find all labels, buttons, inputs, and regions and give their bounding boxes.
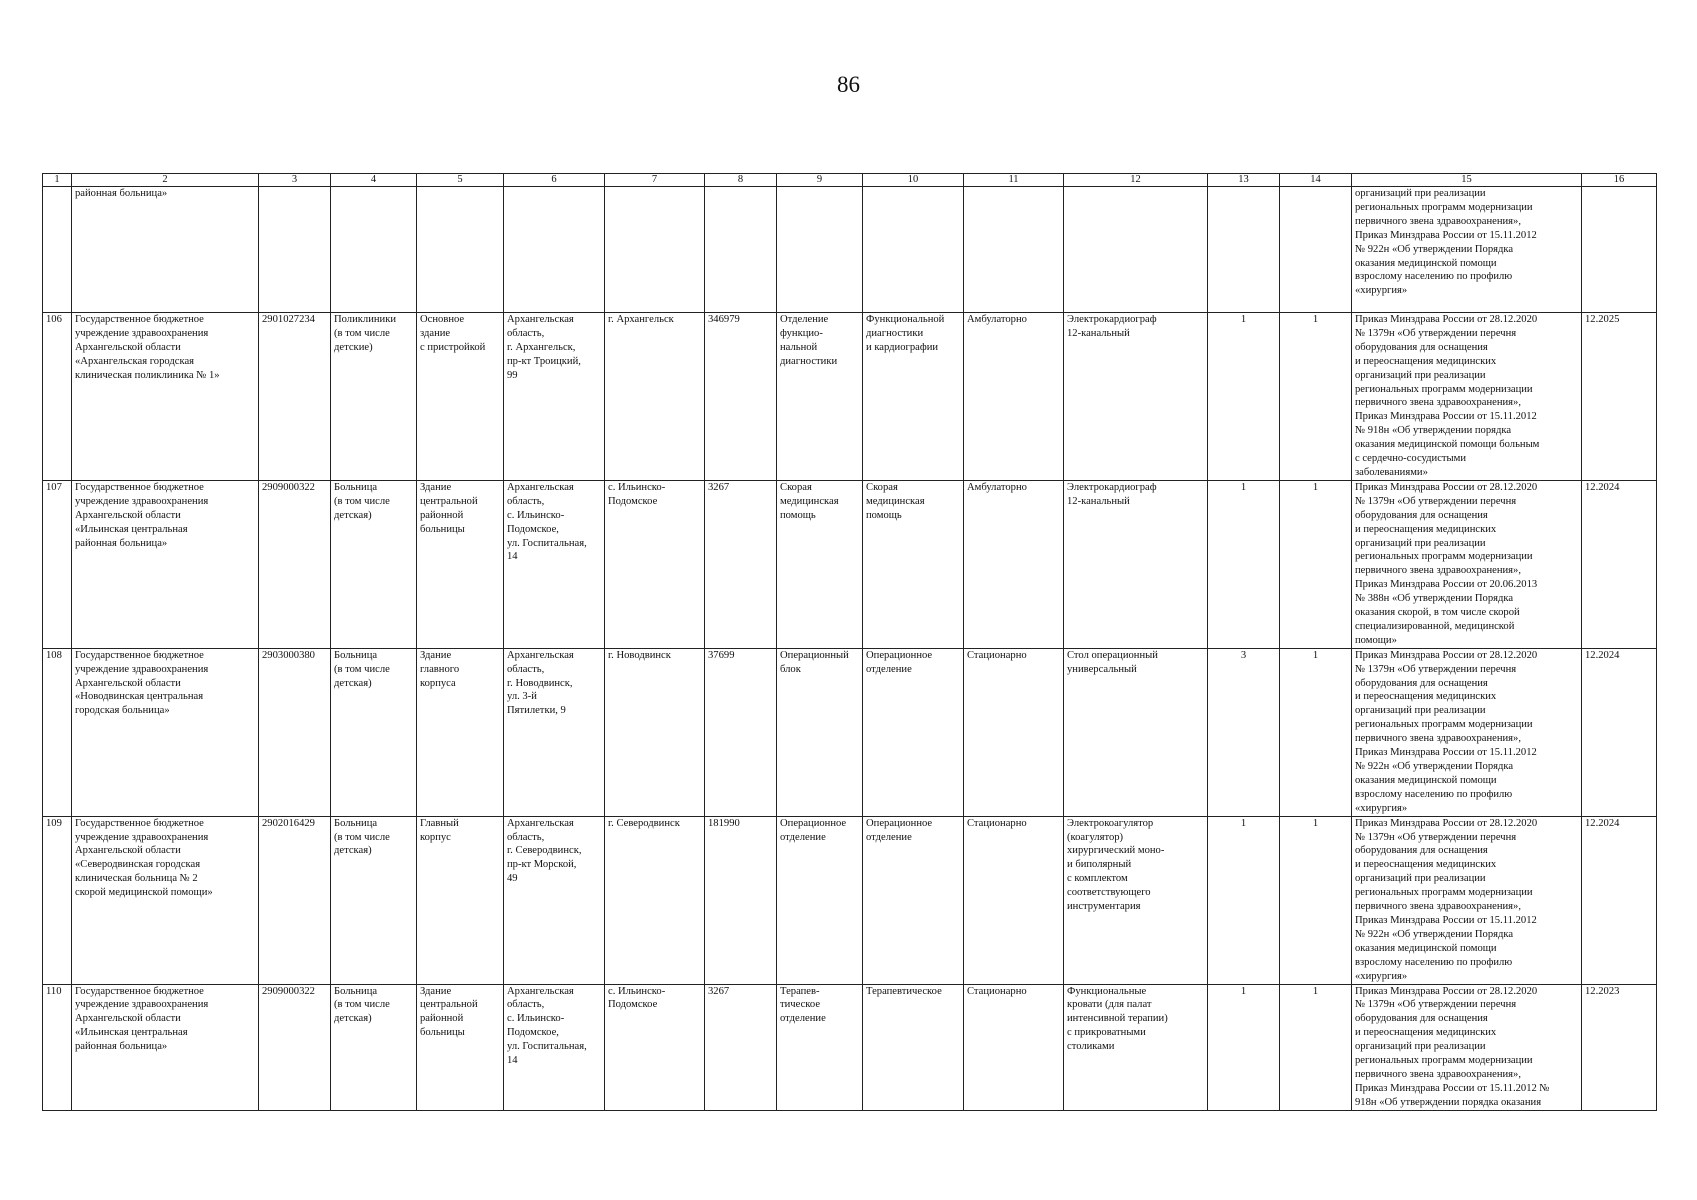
department: Терапев- тическое отделение [777, 984, 863, 1110]
settlement: с. Ильинско- Подомское [605, 984, 705, 1110]
table-row [43, 648, 1657, 816]
quantity-col14: 1 [1280, 648, 1352, 816]
institution-name: Государственное бюджетное учреждение здравоохранения Архангельской области «Архангельская городская клиническая поликлиника № 1» [72, 313, 259, 481]
legal-basis: организаций при реализации региональных программ модернизации первичного звена здравоохранения», Приказ Минздрава России от 15.11.2012 № 922н «Об утверждении Порядка оказания медицинской помощи взрослому населению по профилю «хирургия» [1352, 187, 1582, 313]
column-header: 8 [705, 174, 777, 187]
address: Архангельская область, г. Новодвинск, ул. 3-й Пятилетки, 9 [504, 648, 605, 816]
column-header: 3 [259, 174, 331, 187]
quantity-col14: 1 [1280, 313, 1352, 481]
inn: 2909000322 [259, 480, 331, 648]
building: Основное здание с пристройкой [417, 313, 504, 481]
care-conditions: Стационарно [964, 648, 1064, 816]
institution-name: Государственное бюджетное учреждение здравоохранения Архангельской области «Северодвинская городская клиническая больница № 2 скорой медицинской помощи» [72, 816, 259, 984]
department: Отделение функцио- нальной диагностики [777, 313, 863, 481]
care-conditions: Стационарно [964, 984, 1064, 1110]
table-row [43, 984, 1657, 1110]
legal-basis: Приказ Минздрава России от 28.12.2020 № 1379н «Об утверждении перечня оборудования для оснащения и переоснащения медицинских организаций при реализации региональных программ модернизации первичного звена здравоохранения», Приказ Минздрава России от 15.11.2012 № 918н «Об утверждении порядка оказания [1352, 984, 1582, 1110]
quantity: 1 [1208, 984, 1280, 1110]
facility-type: Больница (в том числе детская) [331, 984, 417, 1110]
column-header: 9 [777, 174, 863, 187]
table-row [43, 313, 1657, 481]
legal-basis: Приказ Минздрава России от 28.12.2020 № 1379н «Об утверждении перечня оборудования для оснащения и переоснащения медицинских организаций при реализации региональных программ модернизации первичного звена здравоохранения», Приказ Минздрава России от 15.11.2012 № 918н «Об утверждении порядка оказания медицинской помощи больным с сердечно-сосудистыми заболеваниями» [1352, 313, 1582, 481]
table-row [43, 480, 1657, 648]
population: 3267 [705, 480, 777, 648]
building: Здание главного корпуса [417, 648, 504, 816]
care-conditions: Амбулаторно [964, 480, 1064, 648]
column-header: 11 [964, 174, 1064, 187]
quantity: 3 [1208, 648, 1280, 816]
column-header: 14 [1280, 174, 1352, 187]
legal-basis: Приказ Минздрава России от 28.12.2020 № 1379н «Об утверждении перечня оборудования для оснащения и переоснащения медицинских организаций при реализации региональных программ модернизации первичного звена здравоохранения», Приказ Минздрава России от 15.11.2012 № 922н «Об утверждении Порядка оказания медицинской помощи взрослому населению по профилю «хирургия» [1352, 816, 1582, 984]
page-number: 86 [837, 72, 860, 97]
settlement: г. Архангельск [605, 313, 705, 481]
equipment-name: Электрокоагулятор (коагулятор) хирургический моно- и биполярный с комплектом соответствующего инструментария [1064, 816, 1208, 984]
equipment-name: Электрокардиограф 12-канальный [1064, 480, 1208, 648]
inn: 2903000380 [259, 648, 331, 816]
building: Здание центральной районной больницы [417, 984, 504, 1110]
table-row [43, 816, 1657, 984]
quantity-col14: 1 [1280, 984, 1352, 1110]
quantity: 1 [1208, 480, 1280, 648]
column-header: 16 [1582, 174, 1657, 187]
department: Скорая медицинская помощь [777, 480, 863, 648]
inn: 2909000322 [259, 984, 331, 1110]
institution-name: районная больница» [72, 187, 259, 313]
address: Архангельская область, с. Ильинско- Подомское, ул. Госпитальная, 14 [504, 480, 605, 648]
address: Архангельская область, г. Архангельск, пр-кт Троицкий, 99 [504, 313, 605, 481]
column-header: 13 [1208, 174, 1280, 187]
institution-name: Государственное бюджетное учреждение здравоохранения Архангельской области «Ильинская центральная районная больница» [72, 984, 259, 1110]
profile: Функциональной диагностики и кардиографии [863, 313, 964, 481]
deadline: 12.2025 [1582, 313, 1657, 481]
building: Главный корпус [417, 816, 504, 984]
column-header: 5 [417, 174, 504, 187]
facility-type: Больница (в том числе детская) [331, 480, 417, 648]
settlement: с. Ильинско- Подомское [605, 480, 705, 648]
facility-type: Больница (в том числе детская) [331, 648, 417, 816]
column-header: 7 [605, 174, 705, 187]
population: 37699 [705, 648, 777, 816]
deadline: 12.2024 [1582, 480, 1657, 648]
equipment-name: Электрокардиограф 12-канальный [1064, 313, 1208, 481]
quantity-col14: 1 [1280, 816, 1352, 984]
column-header: 10 [863, 174, 964, 187]
population: 3267 [705, 984, 777, 1110]
population: 346979 [705, 313, 777, 481]
row-number: 110 [43, 984, 72, 1110]
settlement: г. Новодвинск [605, 648, 705, 816]
settlement: г. Северодвинск [605, 816, 705, 984]
row-number: 106 [43, 313, 72, 481]
row-number: 109 [43, 816, 72, 984]
institution-name: Государственное бюджетное учреждение здравоохранения Архангельской области «Новодвинская центральная городская больница» [72, 648, 259, 816]
equipment-name: Функциональные кровати (для палат интенсивной терапии) с прикроватными столиками [1064, 984, 1208, 1110]
legal-basis: Приказ Минздрава России от 28.12.2020 № 1379н «Об утверждении перечня оборудования для оснащения и переоснащения медицинских организаций при реализации региональных программ модернизации первичного звена здравоохранения», Приказ Минздрава России от 20.06.2013 № 388н «Об утверждении Порядка оказания скорой, в том числе скорой специализированной, медицинской помощи» [1352, 480, 1582, 648]
profile: Операционное отделение [863, 648, 964, 816]
profile: Скорая медицинская помощь [863, 480, 964, 648]
quantity: 1 [1208, 313, 1280, 481]
column-header: 2 [72, 174, 259, 187]
facility-type: Поликлиники (в том числе детские) [331, 313, 417, 481]
deadline: 12.2024 [1582, 816, 1657, 984]
profile: Терапевтическое [863, 984, 964, 1110]
column-header: 1 [43, 174, 72, 187]
department: Операционное отделение [777, 816, 863, 984]
column-header: 12 [1064, 174, 1208, 187]
quantity: 1 [1208, 816, 1280, 984]
row-number: 107 [43, 480, 72, 648]
legal-basis: Приказ Минздрава России от 28.12.2020 № 1379н «Об утверждении перечня оборудования для оснащения и переоснащения медицинских организаций при реализации региональных программ модернизации первичного звена здравоохранения», Приказ Минздрава России от 15.11.2012 № 922н «Об утверждении Порядка оказания медицинской помощи взрослому населению по профилю «хирургия» [1352, 648, 1582, 816]
equipment-table [42, 173, 1657, 1111]
population: 181990 [705, 816, 777, 984]
quantity-col14: 1 [1280, 480, 1352, 648]
department: Операционный блок [777, 648, 863, 816]
profile: Операционное отделение [863, 816, 964, 984]
care-conditions: Амбулаторно [964, 313, 1064, 481]
column-number-row [43, 174, 1657, 187]
care-conditions: Стационарно [964, 816, 1064, 984]
deadline: 12.2023 [1582, 984, 1657, 1110]
row-number: 108 [43, 648, 72, 816]
inn: 2902016429 [259, 816, 331, 984]
column-header: 15 [1352, 174, 1582, 187]
address: Архангельская область, с. Ильинско- Подомское, ул. Госпитальная, 14 [504, 984, 605, 1110]
column-header: 4 [331, 174, 417, 187]
continuation-row [43, 187, 1657, 313]
address: Архангельская область, г. Северодвинск, пр-кт Морской, 49 [504, 816, 605, 984]
deadline: 12.2024 [1582, 648, 1657, 816]
equipment-name: Стол операционный универсальный [1064, 648, 1208, 816]
facility-type: Больница (в том числе детская) [331, 816, 417, 984]
column-header: 6 [504, 174, 605, 187]
building: Здание центральной районной больницы [417, 480, 504, 648]
institution-name: Государственное бюджетное учреждение здравоохранения Архангельской области «Ильинская центральная районная больница» [72, 480, 259, 648]
inn: 2901027234 [259, 313, 331, 481]
